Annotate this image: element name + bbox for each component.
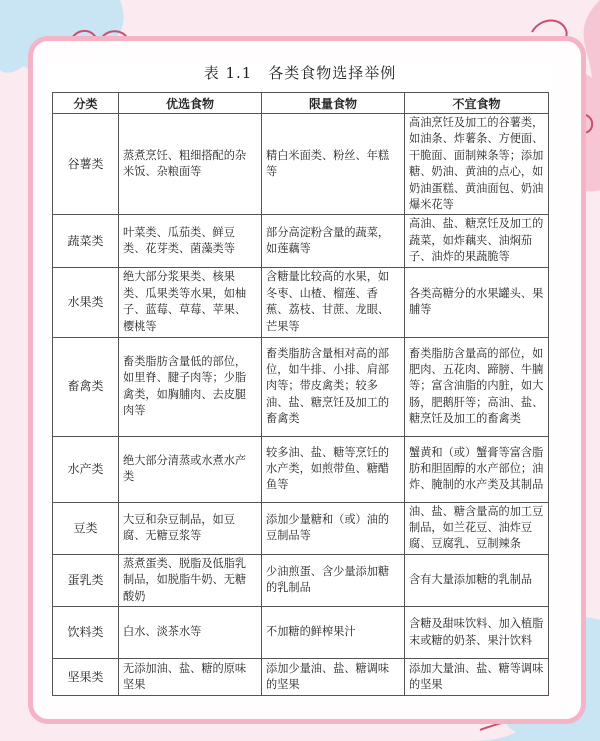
table-title: 表 1.1 各类食物选择举例 bbox=[203, 64, 397, 82]
avoid-cell: 含糖及甜味饮料、加入植脂末或糖的奶茶、果汁饮料 bbox=[405, 607, 549, 659]
preferred-cell: 畜类脂肪含量低的部位，如里脊、腱子肉等；少脂禽类，如胸脯肉、去皮腿肉等 bbox=[119, 337, 262, 436]
avoid-cell: 蟹黄和（或）蟹膏等富含脂肪和胆固醇的水产部位；油炸、腌制的水产类及其制品 bbox=[405, 436, 549, 502]
limited-cell: 添加少量糖和（或）油的豆制品等 bbox=[262, 502, 405, 554]
limited-cell: 不加糖的鲜榨果汁 bbox=[262, 607, 405, 659]
category-cell: 蛋乳类 bbox=[53, 554, 119, 606]
avoid-cell: 高油烹饪及加工的谷薯类，如油条、炸薯条、方便面、干脆面、面制辣条等；添加糖、奶油、黄油的点心，如奶油蛋糕、黄油面包、奶油爆米花等 bbox=[405, 114, 549, 215]
preferred-cell: 绝大部分浆果类、核果类、瓜果类等水果，如柚子、蓝莓、草莓、苹果、樱桃等 bbox=[119, 267, 262, 337]
table-row bbox=[53, 607, 549, 659]
limited-cell: 畜类脂肪含量相对高的部位，如牛排、小排、肩部肉等；带皮禽类；较多油、盐、糖烹饪及加工的畜禽类 bbox=[262, 337, 405, 436]
table-row bbox=[53, 267, 549, 337]
avoid-cell: 含有大量添加糖的乳制品 bbox=[405, 554, 549, 606]
header-category: 分类 bbox=[53, 93, 119, 114]
table-row bbox=[53, 502, 549, 554]
table-row bbox=[53, 436, 549, 502]
preferred-cell: 叶菜类、瓜茄类、鲜豆类、花芽类、菌藻类等 bbox=[119, 215, 262, 267]
header-preferred: 优选食物 bbox=[119, 93, 262, 114]
document-page bbox=[48, 58, 552, 698]
limited-cell: 精白米面类、粉丝、年糕等 bbox=[262, 114, 405, 215]
category-cell: 水产类 bbox=[53, 436, 119, 502]
table-header-row bbox=[53, 93, 549, 114]
preferred-cell: 蒸煮蛋类、脱脂及低脂乳制品，如脱脂牛奶、无糖酸奶 bbox=[119, 554, 262, 606]
category-cell: 畜禽类 bbox=[53, 337, 119, 436]
category-cell: 坚果类 bbox=[53, 659, 119, 696]
avoid-cell: 油、盐、糖含量高的加工豆制品，如兰花豆、油炸豆腐、豆腐乳、豆制辣条 bbox=[405, 502, 549, 554]
avoid-cell: 高油、盐、糖烹饪及加工的蔬菜，如炸藕夹、油焖茄子、油炸的果蔬脆等 bbox=[405, 215, 549, 267]
table-row bbox=[53, 215, 549, 267]
limited-cell: 部分高淀粉含量的蔬菜，如莲藕等 bbox=[262, 215, 405, 267]
header-limited: 限量食物 bbox=[262, 93, 405, 114]
table-row bbox=[53, 114, 549, 215]
category-cell: 水果类 bbox=[53, 267, 119, 337]
avoid-cell: 各类高糖分的水果罐头、果脯等 bbox=[405, 267, 549, 337]
table-row bbox=[53, 659, 549, 696]
preferred-cell: 蒸煮烹饪、粗细搭配的杂米饭、杂粮面等 bbox=[119, 114, 262, 215]
food-selection-table bbox=[52, 92, 549, 696]
avoid-cell: 添加大量油、盐、糖等调味的坚果 bbox=[405, 659, 549, 696]
category-cell: 谷薯类 bbox=[53, 114, 119, 215]
preferred-cell: 白水、淡茶水等 bbox=[119, 607, 262, 659]
limited-cell: 较多油、盐、糖等烹饪的水产类，如煎带鱼、糖醋鱼等 bbox=[262, 436, 405, 502]
category-cell: 豆类 bbox=[53, 502, 119, 554]
preferred-cell: 绝大部分清蒸或水煮水产类 bbox=[119, 436, 262, 502]
preferred-cell: 无添加油、盐、糖的原味坚果 bbox=[119, 659, 262, 696]
limited-cell: 添加少量油、盐、糖调味的坚果 bbox=[262, 659, 405, 696]
limited-cell: 含糖量比较高的水果，如冬枣、山楂、榴莲、香蕉、荔枝、甘蔗、龙眼、芒果等 bbox=[262, 267, 405, 337]
limited-cell: 少油煎蛋、含少量添加糖的乳制品 bbox=[262, 554, 405, 606]
preferred-cell: 大豆和杂豆制品，如豆腐、无糖豆浆等 bbox=[119, 502, 262, 554]
header-avoid: 不宜食物 bbox=[405, 93, 549, 114]
table-row bbox=[53, 554, 549, 606]
table-row bbox=[53, 337, 549, 436]
category-cell: 饮料类 bbox=[53, 607, 119, 659]
avoid-cell: 畜类脂肪含量高的部位，如肥肉、五花肉、蹄膀、牛腩等；富含油脂的内脏，如大肠，肥鹅肝等；高油、盐、糖烹饪及加工的畜禽类 bbox=[405, 337, 549, 436]
category-cell: 蔬菜类 bbox=[53, 215, 119, 267]
